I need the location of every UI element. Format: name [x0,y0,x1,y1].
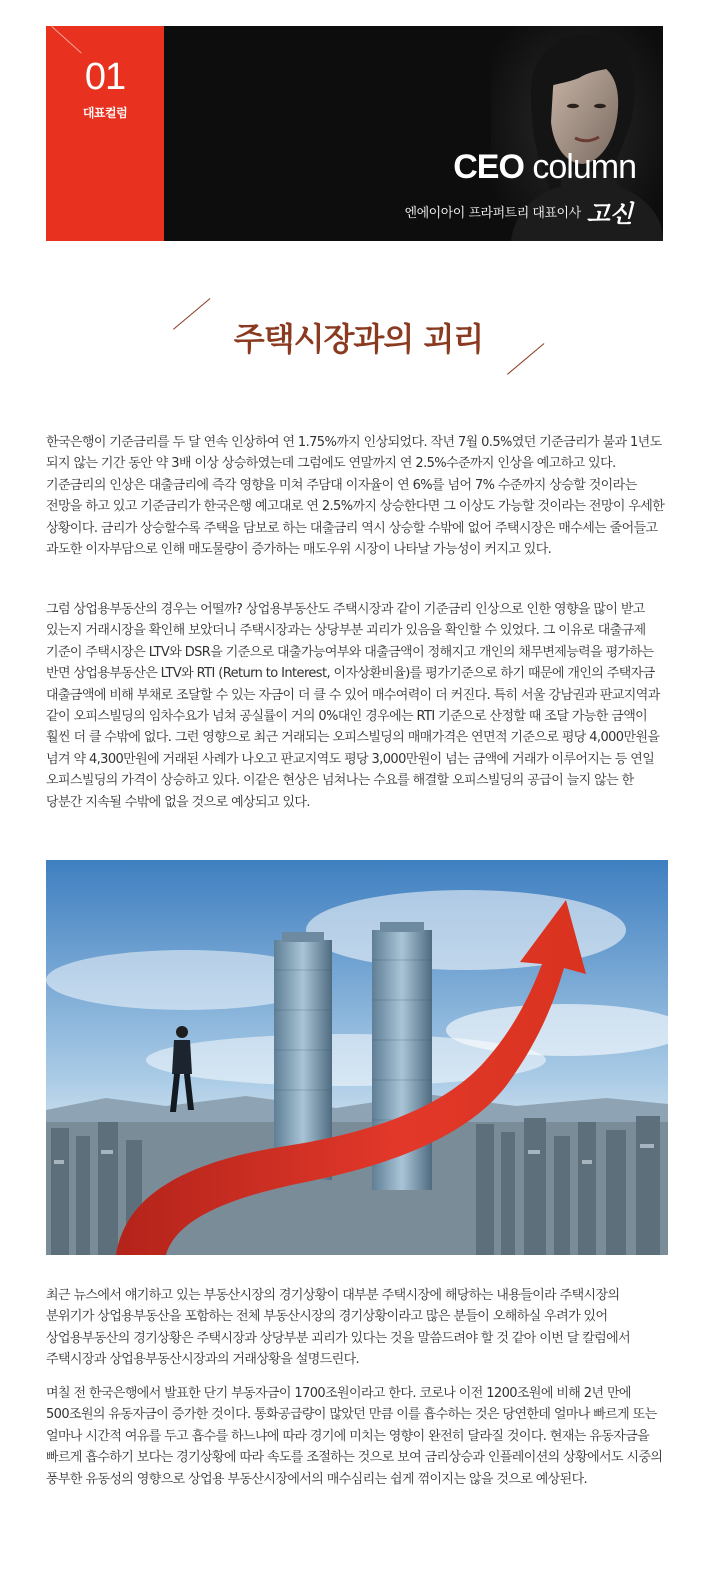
author-name: 고신 [586,199,633,228]
ceo-title-bold: CEO [453,148,524,186]
rising-arrow-city-image [46,860,668,1255]
article-title: 주택시장과의 괴리 [233,320,484,358]
section-number-block [46,26,164,241]
ceo-title-rest: column [523,148,636,186]
ceo-column-banner [46,26,663,241]
section-number: 01 [84,56,126,98]
article-paragraph-4: 며칠 전 한국은행에서 발표한 단기 부동자금이 1700조원이라고 한다. 코로나 이전 1200조원에 비해 2년 만에 500조원의 유동자금이 증가한 것이다. 통화공급량이 많았던 만큼 이를 흡수하는 것은 당연한데 얼마나 빠르게 또는 얼마나 시간적 여유를 두고 흡수를 하느냐에 따라 경기에 미치는 영향이 완전히 달라질 것이다. 현재는 유동자금을 빠르게 흡수하기 보다는 경기상황에 따라 속도를 조절하는 것으로 보여 금리상승과 인플레이션의 상황에서도 시중의 풍부한 유동성의 영향으로 상업용 부동산시장에서의 매수심리는 쉽게 꺾이지는 않을 것으로 예상된다. [46,1386,663,1487]
article-paragraph-1: 한국은행이 기준금리를 두 달 연속 인상하여 연 1.75%까지 인상되었다. 작년 7월 0.5%였던 기준금리가 불과 1년도 되지 않는 기간 동안 약 3배 이상 상승하였는데 그럼에도 연말까지 연 2.5%수준까지 인상을 예고하고 있다. 기준금리의 인상은 대출금리에 즉각 영향을 미쳐 주담대 이자율이 연 6%를 넘어 7% 수준까지 상승할 것이라는 전망을 하고 있고 기준금리가 한국은행 예고대로 연 2.5%까지 상승한다면 그 이상도 가능할 것이라는 전망이 우세한 상황이다. 금리가 상승할수록 주택을 담보로 하는 대출금리 역시 상승할 수밖에 없어 주택시장은 매수세는 줄어들고 과도한 이자부담으로 인해 매도물량이 증가하는 매도우위 시장이 나타날 가능성이 커지고 있다. [46,435,665,558]
article-paragraph-2: 그럼 상업용부동산의 경우는 어떨까? 상업용부동산도 주택시장과 같이 기준금리 인상으로 인한 영향을 많이 받고 있는지 거래시장을 확인해 보았더니 주택시장과는 상당부분 괴리가 있음을 확인할 수 있었다. 그 이유로 대출규제 기준이 주택시장은 LTV와 DSR을 기준으로 대출가능여부와 대출금액이 정해지고 개인의 채무변제능력을 평가하는 반면 상업용부동산은 LTV와 RTI (Return to Interest, 이자상환비율)를 평가기준으로 하기 때문에 개인의 주택자금 대출금액에 비해 부채로 조달할 수 있는 자금이 더 클 수 있어 매수여력이 더 커진다. 특히 서울 강남권과 판교지역과 같이 오피스빌딩의 임차수요가 넘쳐 공실률이 거의 0%대인 경우에는 RTI 기준으로 산정할 때 조달 가능한 금액이 훨씬 더 클 수밖에 없다. 그런 영향으로 최근 거래되는 오피스빌딩의 매매가격은 연면적 기준으로 평당 4,000만원을 넘겨 약 4,300만원에 거래된 사례가 나오고 판교지역도 평당 3,000만원이 넘는 금액에 거래가 이루어지는 등 연일 오피스빌딩의 가격이 상승하고 있다. 이같은 현상은 넘쳐나는 수요를 해결할 오피스빌딩의 공급이 늘지 않는 한 당분간 지속될 수밖에 없을 것으로 예상되고 있다. [46,602,660,810]
author-role: 엔에이아이 프라퍼트리 대표이사 [404,206,581,221]
article-paragraph-3: 최근 뉴스에서 얘기하고 있는 부동산시장의 경기상황이 대부분 주택시장에 해당하는 내용들이라 주택시장의 분위기가 상업용부동산을 포함하는 전체 부동산시장의 경기상황이라고 많은 분들이 오해하실 우려가 있어 상업용부동산의 경기상황은 주택시장과 상당부분 괴리가 있다는 것을 말씀드려야 할 것 같아 이번 달 칼럼에서 주택시장과 상업용부동산시장과의 거래상황을 설명드린다. [46,1288,631,1368]
ceo-column-title [453,148,636,187]
decorative-line [51,26,81,54]
author-line [405,194,633,229]
section-label: 대표컬럼 [82,106,128,120]
